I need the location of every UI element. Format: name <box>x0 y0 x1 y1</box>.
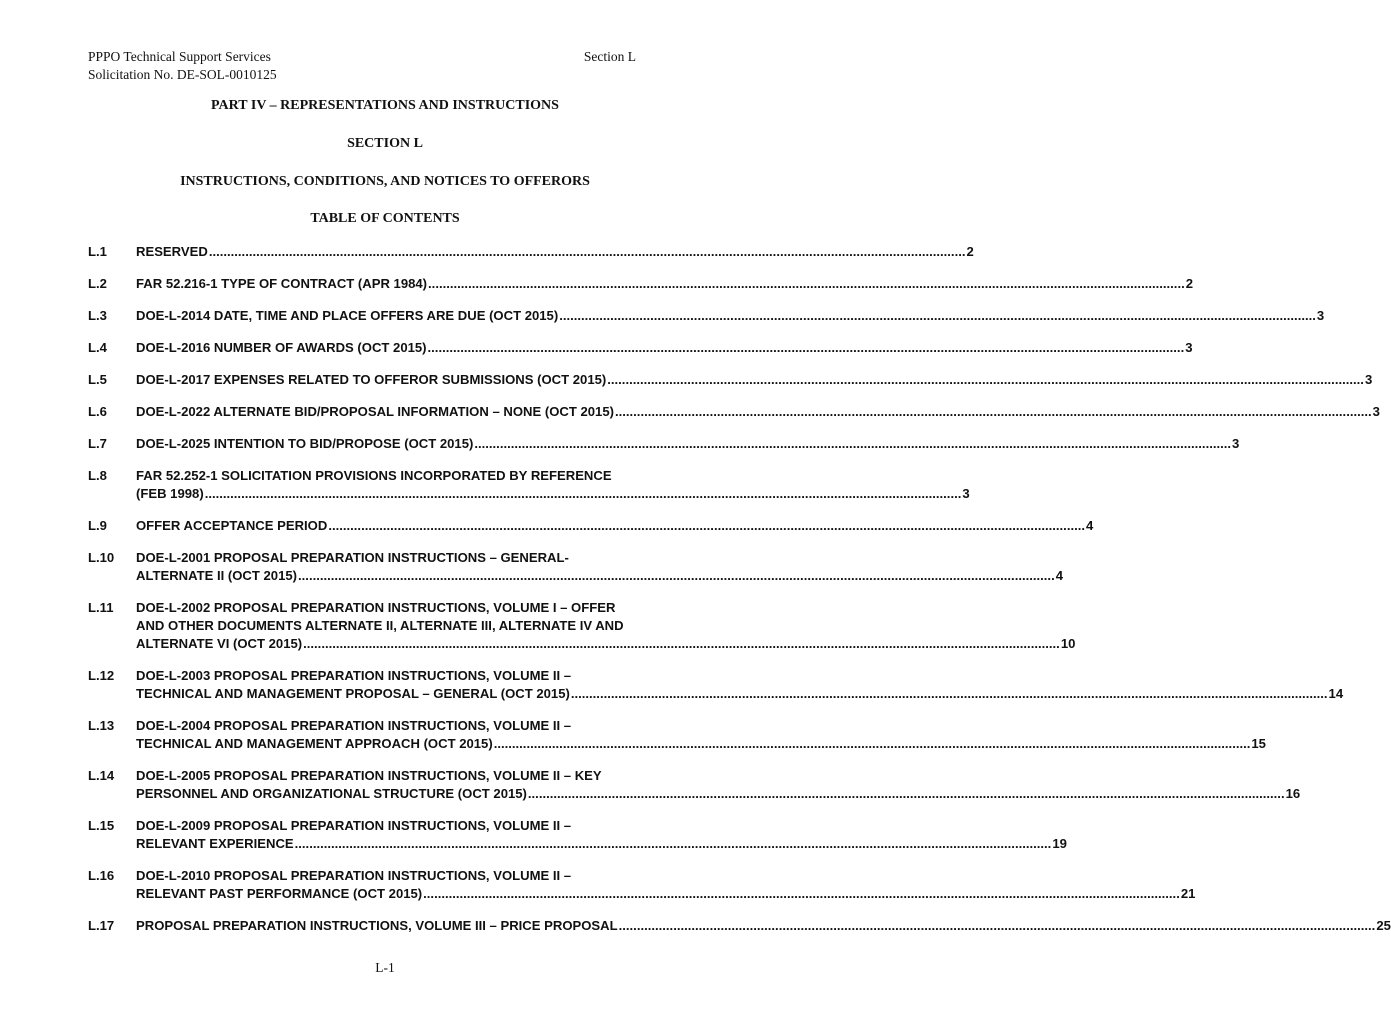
toc-entry[interactable] <box>88 767 1301 803</box>
toc-entry-title-line: RESERVED <box>136 244 208 259</box>
toc-entry-title-line: AND OTHER DOCUMENTS ALTERNATE II, ALTERNATE III, ALTERNATE IV AND <box>136 618 624 633</box>
toc-entry-title-line: DOE-L-2010 PROPOSAL PREPARATION INSTRUCTIONS, VOLUME II – <box>136 868 572 883</box>
dot-leader <box>494 735 1251 753</box>
toc-entry[interactable] <box>88 243 974 261</box>
toc-entry-number: L.13 <box>88 718 115 733</box>
toc-entry-title-line: TECHNICAL AND MANAGEMENT PROPOSAL – GENERAL (OCT 2015) <box>136 686 570 701</box>
toc-entry-number: L.16 <box>88 868 115 883</box>
dot-leader <box>328 517 1085 535</box>
toc-entry[interactable] <box>88 307 1325 325</box>
toc-entry-title-line: DOE-L-2004 PROPOSAL PREPARATION INSTRUCTIONS, VOLUME II – <box>136 718 572 733</box>
toc-heading: TABLE OF CONTENTS <box>310 211 460 226</box>
toc-entry-page-number: 10 <box>1060 636 1076 651</box>
part-heading: PART IV – REPRESENTATIONS AND INSTRUCTIONS <box>211 98 559 113</box>
toc-entry-title-line: PROPOSAL PREPARATION INSTRUCTIONS, VOLUME III – PRICE PROPOSAL <box>136 918 618 933</box>
page-footer-number: L-1 <box>375 960 395 975</box>
toc-entry-title-line: RELEVANT PAST PERFORMANCE (OCT 2015) <box>136 886 423 901</box>
header-program-name: PPPO Technical Support Services <box>88 49 271 64</box>
toc-entry-title-line: DOE-L-2003 PROPOSAL PREPARATION INSTRUCTIONS, VOLUME II – <box>136 668 572 683</box>
toc-entry[interactable] <box>88 403 1380 421</box>
toc-entry[interactable] <box>88 549 1064 585</box>
toc-entry[interactable] <box>88 275 1194 293</box>
toc-entry-title-line: DOE-L-2002 PROPOSAL PREPARATION INSTRUCTIONS, VOLUME I – OFFER <box>136 600 616 615</box>
toc-entry-number: L.7 <box>88 436 107 451</box>
toc-entry[interactable] <box>88 717 1266 753</box>
toc-entry-title-line: DOE-L-2001 PROPOSAL PREPARATION INSTRUCTIONS – GENERAL- <box>136 550 569 565</box>
toc-entry[interactable] <box>88 435 1240 453</box>
toc-entry-title-line: FAR 52.252-1 SOLICITATION PROVISIONS INCORPORATED BY REFERENCE <box>136 468 612 483</box>
dot-leader <box>607 371 1364 389</box>
toc-entry-page-number: 4 <box>1086 518 1094 533</box>
toc-entry-page-number: 3 <box>962 486 970 501</box>
toc-entry[interactable] <box>88 667 1344 703</box>
toc-entry-title-line: DOE-L-2016 NUMBER OF AWARDS (OCT 2015) <box>136 340 427 355</box>
toc-entry-page-number: 15 <box>1251 736 1266 751</box>
toc-entry[interactable] <box>88 339 1193 357</box>
dot-leader <box>474 435 1231 453</box>
section-title: INSTRUCTIONS, CONDITIONS, AND NOTICES TO OFFERORS <box>180 174 590 189</box>
toc-entry-number: L.15 <box>88 818 115 833</box>
toc-entry[interactable] <box>88 817 1067 853</box>
toc-entry[interactable] <box>88 599 1076 653</box>
dot-leader <box>528 785 1285 803</box>
toc-entry-number: L.14 <box>88 768 115 783</box>
toc-entry-number: L.2 <box>88 276 107 291</box>
header-solicitation-number: Solicitation No. DE-SOL-0010125 <box>88 67 277 82</box>
toc-entry-page-number: 2 <box>1185 276 1194 291</box>
table-of-contents <box>88 243 1391 949</box>
toc-entry-title-line: ALTERNATE VI (OCT 2015) <box>136 636 303 651</box>
dot-leader <box>298 567 1055 585</box>
toc-entry-number: L.17 <box>88 918 115 933</box>
dot-leader <box>209 243 966 261</box>
toc-entry-number: L.10 <box>88 550 115 565</box>
toc-entry[interactable] <box>88 517 1094 535</box>
toc-entry-page-number: 3 <box>1364 372 1373 387</box>
toc-entry-number: L.6 <box>88 404 107 419</box>
toc-entry-number: L.12 <box>88 668 115 683</box>
toc-entry-number: L.3 <box>88 308 107 323</box>
toc-entry-number: L.5 <box>88 372 107 387</box>
toc-entry-number: L.4 <box>88 340 107 355</box>
dot-leader <box>295 835 1052 853</box>
dot-leader <box>423 885 1180 903</box>
dot-leader <box>615 403 1372 421</box>
toc-entry-number: L.9 <box>88 518 107 533</box>
toc-entry-page-number: 21 <box>1180 886 1196 901</box>
toc-entry-number: L.11 <box>88 600 114 615</box>
dot-leader <box>303 635 1060 653</box>
toc-entry-title-line: DOE-L-2017 EXPENSES RELATED TO OFFEROR SUBMISSIONS (OCT 2015) <box>136 372 607 387</box>
toc-entry[interactable] <box>88 371 1373 389</box>
header-section-label: Section L <box>583 49 636 64</box>
toc-entry-title-line: RELEVANT EXPERIENCE <box>136 836 294 851</box>
toc-entry[interactable] <box>88 917 1391 935</box>
toc-entry-title-line: FAR 52.216-1 TYPE OF CONTRACT (APR 1984) <box>136 276 428 291</box>
section-heading: SECTION L <box>347 136 423 151</box>
toc-entry-page-number: 4 <box>1055 568 1064 583</box>
toc-entry-page-number: 3 <box>1185 340 1193 355</box>
toc-entry-title-line: ALTERNATE II (OCT 2015) <box>136 568 298 583</box>
toc-entry-title-line: DOE-L-2009 PROPOSAL PREPARATION INSTRUCTIONS, VOLUME II – <box>136 818 572 833</box>
toc-entry-page-number: 16 <box>1285 786 1301 801</box>
toc-entry-title-line: DOE-L-2022 ALTERNATE BID/PROPOSAL INFORMATION – NONE (OCT 2015) <box>136 404 614 419</box>
toc-entry-page-number: 3 <box>1372 404 1380 419</box>
toc-entry-number: L.1 <box>88 244 107 259</box>
toc-entry-title-line: (FEB 1998) <box>136 486 204 501</box>
toc-entry[interactable] <box>88 867 1196 903</box>
dot-leader <box>428 339 1185 357</box>
toc-entry[interactable] <box>88 467 970 503</box>
dot-leader <box>205 485 962 503</box>
toc-entry-title-line: DOE-L-2025 INTENTION TO BID/PROPOSE (OCT 2015) <box>136 436 474 451</box>
dot-leader <box>428 275 1185 293</box>
dot-leader <box>559 307 1316 325</box>
toc-entry-page-number: 3 <box>1232 436 1240 451</box>
toc-entry-page-number: 14 <box>1328 686 1344 701</box>
dot-leader <box>619 917 1376 935</box>
dot-leader <box>571 685 1328 703</box>
toc-entry-page-number: 25 <box>1376 918 1391 933</box>
toc-entry-title-line: TECHNICAL AND MANAGEMENT APPROACH (OCT 2015) <box>136 736 493 751</box>
toc-entry-title-line: DOE-L-2014 DATE, TIME AND PLACE OFFERS ARE DUE (OCT 2015) <box>136 308 559 323</box>
toc-entry-number: L.8 <box>88 468 107 483</box>
toc-entry-title-line: DOE-L-2005 PROPOSAL PREPARATION INSTRUCTIONS, VOLUME II – KEY <box>136 768 602 783</box>
toc-entry-page-number: 19 <box>1052 836 1067 851</box>
toc-entry-title-line: PERSONNEL AND ORGANIZATIONAL STRUCTURE (OCT 2015) <box>136 786 527 801</box>
toc-entry-title-line: OFFER ACCEPTANCE PERIOD <box>136 518 328 533</box>
toc-entry-page-number: 2 <box>966 244 974 259</box>
page-header <box>88 48 636 84</box>
toc-entry-page-number: 3 <box>1316 308 1325 323</box>
